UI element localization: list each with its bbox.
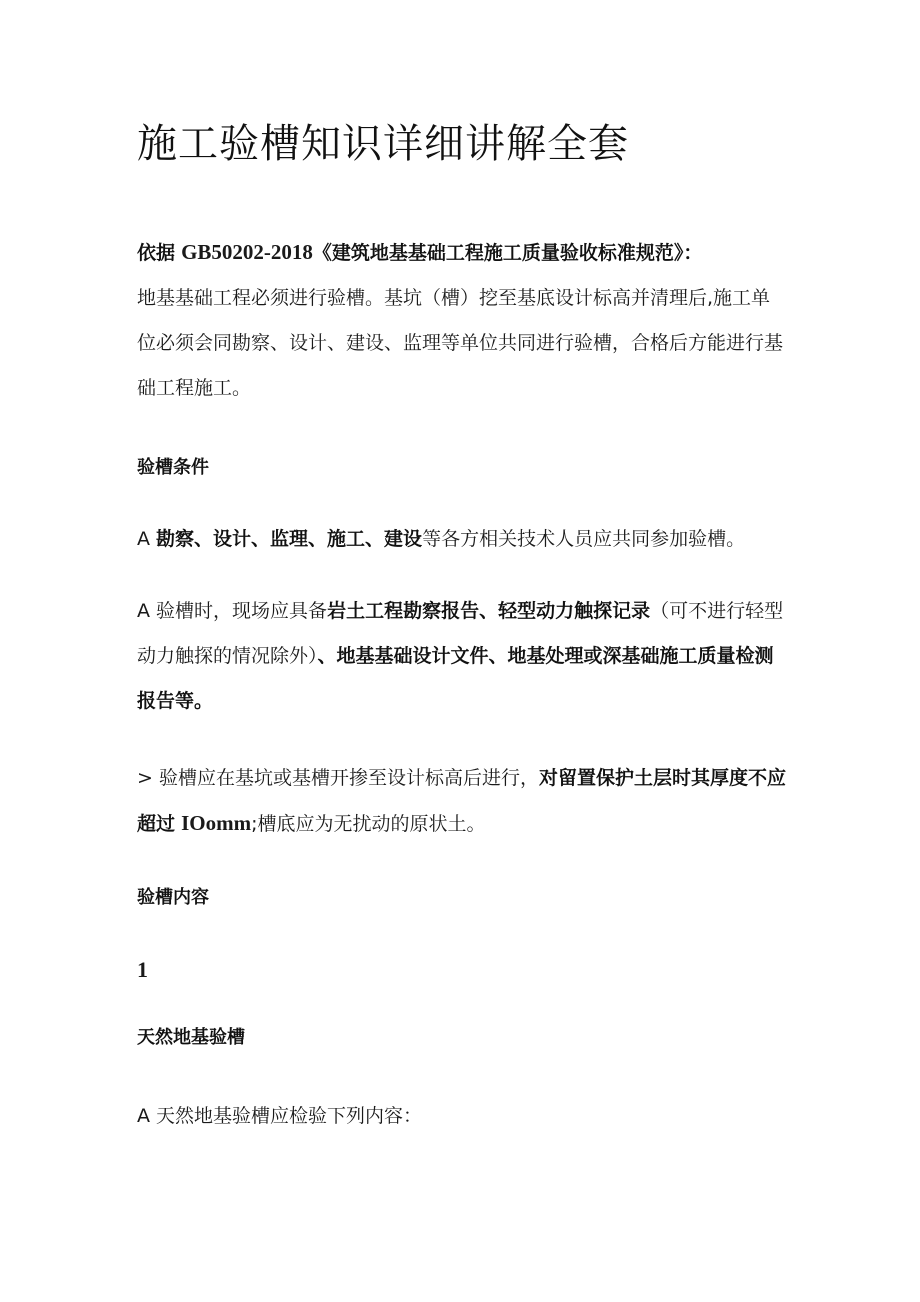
content-1-bullet: A — [137, 1105, 150, 1127]
condition-1-bold: 勘察、设计、监理、施工、建设 — [156, 528, 423, 550]
condition-1-text: 等各方相关技术人员应共同参加验槽。 — [422, 528, 746, 550]
basis-body: 地基基础工程必须进行验槽。基坑（槽）挖至基底设计标高并清理后,施工单位必须会同勘察、设计、建设、监理等单位共同进行验槽，合格后方能进行基础工程施工。 — [137, 287, 784, 399]
condition-3-text-a: 验槽应在基坑或基槽开掺至设计标高后进行， — [158, 767, 539, 789]
condition-1-bullet: A — [137, 528, 150, 550]
basis-code: GB50202-2018 — [181, 240, 313, 264]
condition-2-text-a: 验槽时，现场应具备 — [156, 600, 328, 622]
content-heading: 验槽内容 — [137, 887, 209, 908]
condition-2-bold-b: 、地基基础设计文件、地基处理或深基础施工质量检测报告等。 — [137, 645, 774, 712]
basis-paragraph — [137, 230, 789, 411]
condition-2-bullet: A — [137, 600, 150, 622]
condition-3-thickness-value: IOomm — [181, 811, 252, 835]
basis-standard-name: 《建筑地基基础工程施工质量验收标准规范》： — [312, 242, 703, 264]
condition-3-bullet: > — [137, 767, 153, 789]
conditions-heading: 验槽条件 — [137, 457, 209, 478]
content-1-text: 天然地基验槽应检验下列内容： — [156, 1105, 423, 1127]
basis-prefix: 依据 — [137, 242, 176, 264]
condition-3-bold: 对留置保护土层时其厚度不应超过 — [137, 767, 786, 835]
condition-item-2 — [137, 589, 789, 724]
page-title: 施工验槽知识详细讲解全套 — [137, 121, 629, 167]
natural-foundation-heading: 天然地基验槽 — [137, 1027, 245, 1048]
condition-3-text-b: ;槽底应为无扰动的原状土。 — [251, 813, 486, 835]
condition-2-bold-a: 岩土工程勘察报告、轻型动力触探记录 — [327, 600, 651, 622]
section-number: 1 — [137, 957, 148, 982]
content-item-1 — [137, 1094, 789, 1139]
condition-item-1 — [137, 517, 789, 562]
condition-item-3 — [137, 756, 789, 847]
condition-2-text-b: （可不进行轻型动力触探的情况除外） — [137, 600, 784, 667]
